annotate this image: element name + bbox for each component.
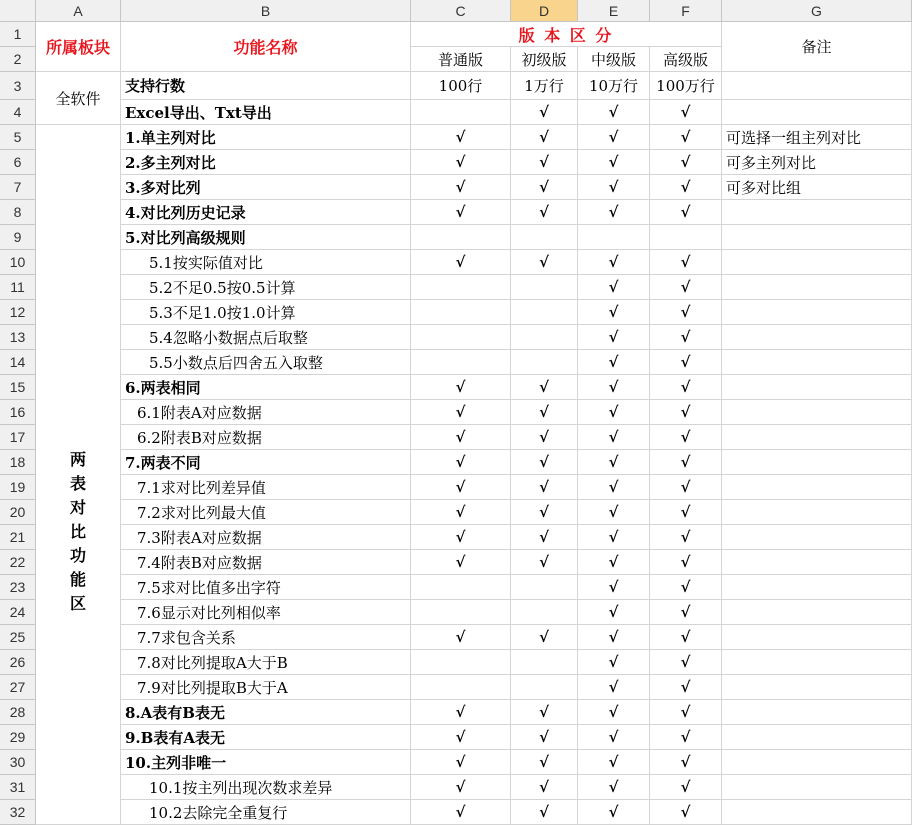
row-header-28[interactable]: 28 bbox=[0, 700, 36, 725]
check-mark[interactable]: √ bbox=[578, 750, 650, 775]
check-mark[interactable]: √ bbox=[511, 625, 578, 650]
check-mark[interactable]: √ bbox=[650, 550, 722, 575]
cell-g27[interactable] bbox=[722, 675, 912, 700]
cell-g11[interactable] bbox=[722, 275, 912, 300]
check-mark[interactable]: √ bbox=[411, 125, 511, 150]
feature-name[interactable]: 8.A表有B表无 bbox=[121, 700, 411, 725]
check-mark[interactable]: √ bbox=[511, 250, 578, 275]
feature-name-header[interactable]: 功能名称 bbox=[121, 22, 411, 72]
row-header-7[interactable]: 7 bbox=[0, 175, 36, 200]
check-mark[interactable]: √ bbox=[511, 775, 578, 800]
row-header-14[interactable]: 14 bbox=[0, 350, 36, 375]
section-char: 功 bbox=[69, 546, 86, 565]
check-mark[interactable]: √ bbox=[578, 150, 650, 175]
cell-d13[interactable] bbox=[511, 325, 578, 350]
check-mark[interactable]: √ bbox=[511, 375, 578, 400]
cell-c24[interactable] bbox=[411, 600, 511, 625]
column-header-g[interactable]: G bbox=[722, 0, 912, 22]
cell-g29[interactable] bbox=[722, 725, 912, 750]
check-mark[interactable]: √ bbox=[650, 650, 722, 675]
feature-note[interactable]: 可选择一组主列对比 bbox=[722, 125, 912, 150]
cell-g22[interactable] bbox=[722, 550, 912, 575]
row-header-8[interactable]: 8 bbox=[0, 200, 36, 225]
section-header[interactable]: 所属板块 bbox=[36, 22, 121, 72]
check-mark[interactable]: √ bbox=[411, 550, 511, 575]
cell-g14[interactable] bbox=[722, 350, 912, 375]
check-mark[interactable]: √ bbox=[578, 300, 650, 325]
check-mark[interactable]: √ bbox=[411, 500, 511, 525]
check-mark[interactable]: √ bbox=[650, 200, 722, 225]
check-mark[interactable]: √ bbox=[650, 475, 722, 500]
check-mark[interactable]: √ bbox=[511, 500, 578, 525]
check-mark[interactable]: √ bbox=[578, 625, 650, 650]
check-mark[interactable]: √ bbox=[411, 400, 511, 425]
row-header-5[interactable]: 5 bbox=[0, 125, 36, 150]
check-mark[interactable]: √ bbox=[578, 775, 650, 800]
feature-name[interactable]: 7.2求对比列最大值 bbox=[121, 500, 411, 525]
check-mark[interactable]: √ bbox=[411, 150, 511, 175]
section-char: 两 bbox=[69, 450, 86, 469]
cell-g24[interactable] bbox=[722, 600, 912, 625]
edition-header-4[interactable]: 高级版 bbox=[650, 47, 722, 72]
check-mark[interactable]: √ bbox=[578, 425, 650, 450]
cell-g12[interactable] bbox=[722, 300, 912, 325]
row-header-30[interactable]: 30 bbox=[0, 750, 36, 775]
cell-d24[interactable] bbox=[511, 600, 578, 625]
feature-name[interactable]: 10.主列非唯一 bbox=[121, 750, 411, 775]
check-mark[interactable]: √ bbox=[511, 400, 578, 425]
cell-d26[interactable] bbox=[511, 650, 578, 675]
feature-name[interactable]: 6.两表相同 bbox=[121, 375, 411, 400]
feature-name[interactable]: 10.2去除完全重复行 bbox=[121, 800, 411, 825]
check-mark[interactable]: √ bbox=[650, 750, 722, 775]
check-mark[interactable]: √ bbox=[578, 700, 650, 725]
cell-g3[interactable] bbox=[722, 72, 912, 100]
check-mark[interactable]: √ bbox=[650, 350, 722, 375]
feature-name[interactable]: 7.5求对比值多出字符 bbox=[121, 575, 411, 600]
check-mark[interactable]: √ bbox=[650, 150, 722, 175]
check-mark[interactable]: √ bbox=[650, 575, 722, 600]
support-rows-value-1[interactable]: 100行 bbox=[411, 72, 511, 100]
row-header-15[interactable]: 15 bbox=[0, 375, 36, 400]
row-header-32[interactable]: 32 bbox=[0, 800, 36, 825]
check-mark[interactable]: √ bbox=[650, 700, 722, 725]
feature-name[interactable]: 5.2不足0.5按0.5计算 bbox=[121, 275, 411, 300]
check-mark[interactable]: √ bbox=[511, 525, 578, 550]
check-mark[interactable]: √ bbox=[650, 175, 722, 200]
cell-d14[interactable] bbox=[511, 350, 578, 375]
cell-c12[interactable] bbox=[411, 300, 511, 325]
cell-g8[interactable] bbox=[722, 200, 912, 225]
feature-name[interactable]: 5.3不足1.0按1.0计算 bbox=[121, 300, 411, 325]
check-mark[interactable]: √ bbox=[411, 775, 511, 800]
check-mark[interactable]: √ bbox=[411, 750, 511, 775]
check-mark[interactable]: √ bbox=[578, 125, 650, 150]
compare-section-label[interactable] bbox=[36, 125, 121, 825]
column-header-a[interactable]: A bbox=[36, 0, 121, 22]
cell-c26[interactable] bbox=[411, 650, 511, 675]
feature-name[interactable]: 7.两表不同 bbox=[121, 450, 411, 475]
check-mark[interactable]: √ bbox=[511, 475, 578, 500]
check-mark[interactable]: √ bbox=[578, 575, 650, 600]
check-mark[interactable]: √ bbox=[578, 175, 650, 200]
feature-name[interactable]: 6.2附表B对应数据 bbox=[121, 425, 411, 450]
feature-name[interactable]: 10.1按主列出现次数求差异 bbox=[121, 775, 411, 800]
check-mark[interactable]: √ bbox=[411, 725, 511, 750]
row-header-9[interactable]: 9 bbox=[0, 225, 36, 250]
check-mark[interactable]: √ bbox=[411, 250, 511, 275]
check-mark[interactable]: √ bbox=[578, 200, 650, 225]
cell-g18[interactable] bbox=[722, 450, 912, 475]
support-rows-label[interactable]: 支持行数 bbox=[121, 72, 411, 100]
check-mark[interactable]: √ bbox=[411, 375, 511, 400]
feature-name[interactable]: 7.1求对比列差异值 bbox=[121, 475, 411, 500]
check-mark[interactable]: √ bbox=[578, 500, 650, 525]
cell-g4[interactable] bbox=[722, 100, 912, 125]
feature-name[interactable]: 3.多对比列 bbox=[121, 175, 411, 200]
feature-name[interactable]: 7.9对比列提取B大于A bbox=[121, 675, 411, 700]
feature-name[interactable]: 5.对比列高级规则 bbox=[121, 225, 411, 250]
check-mark[interactable]: √ bbox=[578, 650, 650, 675]
row-header-24[interactable]: 24 bbox=[0, 600, 36, 625]
cell-c27[interactable] bbox=[411, 675, 511, 700]
feature-note[interactable]: 可多对比组 bbox=[722, 175, 912, 200]
check-mark[interactable]: √ bbox=[511, 550, 578, 575]
feature-name[interactable]: 6.1附表A对应数据 bbox=[121, 400, 411, 425]
check-mark[interactable]: √ bbox=[411, 800, 511, 825]
check-mark[interactable]: √ bbox=[578, 675, 650, 700]
cell-g32[interactable] bbox=[722, 800, 912, 825]
check-mark[interactable]: √ bbox=[650, 725, 722, 750]
check-mark[interactable]: √ bbox=[650, 775, 722, 800]
row-header-23[interactable]: 23 bbox=[0, 575, 36, 600]
check-mark[interactable]: √ bbox=[511, 750, 578, 775]
check-mark[interactable]: √ bbox=[411, 525, 511, 550]
row-header-26[interactable]: 26 bbox=[0, 650, 36, 675]
section-char: 能 bbox=[69, 570, 86, 589]
support-rows-value-4[interactable]: 100万行 bbox=[650, 72, 722, 100]
notes-header[interactable]: 备注 bbox=[722, 22, 912, 72]
feature-name[interactable]: 2.多主列对比 bbox=[121, 150, 411, 175]
row-header-3[interactable]: 3 bbox=[0, 72, 36, 100]
check-mark[interactable]: √ bbox=[511, 175, 578, 200]
cell-d11[interactable] bbox=[511, 275, 578, 300]
check-mark[interactable]: √ bbox=[650, 100, 722, 125]
check-mark[interactable]: √ bbox=[578, 250, 650, 275]
cell-g30[interactable] bbox=[722, 750, 912, 775]
cell-c13[interactable] bbox=[411, 325, 511, 350]
check-mark[interactable]: √ bbox=[511, 800, 578, 825]
edition-header-1[interactable]: 普通版 bbox=[411, 47, 511, 72]
check-mark[interactable]: √ bbox=[511, 200, 578, 225]
column-header-b[interactable]: B bbox=[121, 0, 411, 22]
check-mark[interactable]: √ bbox=[578, 550, 650, 575]
column-header-f[interactable]: F bbox=[650, 0, 722, 22]
cell-g31[interactable] bbox=[722, 775, 912, 800]
cell-g9[interactable] bbox=[722, 225, 912, 250]
edition-header-2[interactable]: 初级版 bbox=[511, 47, 578, 72]
cell-d27[interactable] bbox=[511, 675, 578, 700]
edition-group-header[interactable]: 版 本 区 分 bbox=[411, 22, 722, 47]
cell-c14[interactable] bbox=[411, 350, 511, 375]
cell-e9[interactable] bbox=[578, 225, 650, 250]
check-mark[interactable]: √ bbox=[650, 300, 722, 325]
check-mark[interactable]: √ bbox=[650, 425, 722, 450]
cell-f9[interactable] bbox=[650, 225, 722, 250]
check-mark[interactable]: √ bbox=[650, 600, 722, 625]
feature-name[interactable]: 5.1按实际值对比 bbox=[121, 250, 411, 275]
feature-name[interactable]: 5.4忽略小数据点后取整 bbox=[121, 325, 411, 350]
select-all-corner[interactable] bbox=[0, 0, 36, 22]
cell-g20[interactable] bbox=[722, 500, 912, 525]
check-mark[interactable]: √ bbox=[650, 800, 722, 825]
row-header-20[interactable]: 20 bbox=[0, 500, 36, 525]
check-mark[interactable]: √ bbox=[511, 100, 578, 125]
cell-g17[interactable] bbox=[722, 425, 912, 450]
check-mark[interactable]: √ bbox=[578, 350, 650, 375]
check-mark[interactable]: √ bbox=[650, 525, 722, 550]
column-header-e[interactable]: E bbox=[578, 0, 650, 22]
row-header-1[interactable]: 1 bbox=[0, 22, 36, 47]
row-header-10[interactable]: 10 bbox=[0, 250, 36, 275]
cell-d9[interactable] bbox=[511, 225, 578, 250]
export-label[interactable]: Excel导出、Txt导出 bbox=[121, 100, 411, 125]
cell-g23[interactable] bbox=[722, 575, 912, 600]
check-mark[interactable]: √ bbox=[511, 450, 578, 475]
check-mark[interactable]: √ bbox=[411, 700, 511, 725]
check-mark[interactable]: √ bbox=[411, 200, 511, 225]
check-mark[interactable]: √ bbox=[578, 725, 650, 750]
column-header-c[interactable]: C bbox=[411, 0, 511, 22]
feature-note[interactable]: 可多主列对比 bbox=[722, 150, 912, 175]
row-header-25[interactable]: 25 bbox=[0, 625, 36, 650]
feature-name[interactable]: 9.B表有A表无 bbox=[121, 725, 411, 750]
row-header-6[interactable]: 6 bbox=[0, 150, 36, 175]
cell-g28[interactable] bbox=[722, 700, 912, 725]
section-char: 比 bbox=[69, 522, 86, 541]
cell-c4[interactable] bbox=[411, 100, 511, 125]
section-char: 对 bbox=[69, 498, 86, 517]
cell-g21[interactable] bbox=[722, 525, 912, 550]
edition-header-3[interactable]: 中级版 bbox=[578, 47, 650, 72]
row-header-12[interactable]: 12 bbox=[0, 300, 36, 325]
cell-g15[interactable] bbox=[722, 375, 912, 400]
feature-name[interactable]: 4.对比列历史记录 bbox=[121, 200, 411, 225]
check-mark[interactable]: √ bbox=[650, 125, 722, 150]
feature-name[interactable]: 1.单主列对比 bbox=[121, 125, 411, 150]
check-mark[interactable]: √ bbox=[411, 625, 511, 650]
cell-g25[interactable] bbox=[722, 625, 912, 650]
check-mark[interactable]: √ bbox=[578, 400, 650, 425]
check-mark[interactable]: √ bbox=[578, 600, 650, 625]
cell-c23[interactable] bbox=[411, 575, 511, 600]
column-header-d[interactable]: D bbox=[511, 0, 578, 22]
check-mark[interactable]: √ bbox=[511, 150, 578, 175]
cell-d12[interactable] bbox=[511, 300, 578, 325]
check-mark[interactable]: √ bbox=[578, 375, 650, 400]
feature-name[interactable]: 5.5小数点后四舍五入取整 bbox=[121, 350, 411, 375]
check-mark[interactable]: √ bbox=[650, 400, 722, 425]
row-header-16[interactable]: 16 bbox=[0, 400, 36, 425]
check-mark[interactable]: √ bbox=[411, 175, 511, 200]
check-mark[interactable]: √ bbox=[650, 500, 722, 525]
check-mark[interactable]: √ bbox=[650, 250, 722, 275]
cell-c11[interactable] bbox=[411, 275, 511, 300]
check-mark[interactable]: √ bbox=[578, 100, 650, 125]
cell-g10[interactable] bbox=[722, 250, 912, 275]
check-mark[interactable]: √ bbox=[511, 125, 578, 150]
check-mark[interactable]: √ bbox=[650, 450, 722, 475]
section-char: 区 bbox=[69, 594, 86, 613]
check-mark[interactable]: √ bbox=[650, 375, 722, 400]
cell-d23[interactable] bbox=[511, 575, 578, 600]
cell-c9[interactable] bbox=[411, 225, 511, 250]
cell-g19[interactable] bbox=[722, 475, 912, 500]
check-mark[interactable]: √ bbox=[578, 275, 650, 300]
cell-g16[interactable] bbox=[722, 400, 912, 425]
check-mark[interactable]: √ bbox=[650, 325, 722, 350]
check-mark[interactable]: √ bbox=[411, 425, 511, 450]
check-mark[interactable]: √ bbox=[411, 450, 511, 475]
feature-name[interactable]: 7.4附表B对应数据 bbox=[121, 550, 411, 575]
row-header-17[interactable]: 17 bbox=[0, 425, 36, 450]
section-char: 表 bbox=[69, 474, 86, 493]
feature-name[interactable]: 7.6显示对比列相似率 bbox=[121, 600, 411, 625]
cell-g26[interactable] bbox=[722, 650, 912, 675]
row-header-31[interactable]: 31 bbox=[0, 775, 36, 800]
check-mark[interactable]: √ bbox=[578, 525, 650, 550]
check-mark[interactable]: √ bbox=[578, 325, 650, 350]
support-rows-value-2[interactable]: 1万行 bbox=[511, 72, 578, 100]
cell-g13[interactable] bbox=[722, 325, 912, 350]
row-header-2[interactable]: 2 bbox=[0, 47, 36, 72]
check-mark[interactable]: √ bbox=[578, 800, 650, 825]
check-mark[interactable]: √ bbox=[511, 700, 578, 725]
feature-name[interactable]: 7.3附表A对应数据 bbox=[121, 525, 411, 550]
row-header-22[interactable]: 22 bbox=[0, 550, 36, 575]
check-mark[interactable]: √ bbox=[650, 275, 722, 300]
check-mark[interactable]: √ bbox=[511, 725, 578, 750]
row-header-27[interactable]: 27 bbox=[0, 675, 36, 700]
check-mark[interactable]: √ bbox=[511, 425, 578, 450]
check-mark[interactable]: √ bbox=[650, 625, 722, 650]
row-header-21[interactable]: 21 bbox=[0, 525, 36, 550]
check-mark[interactable]: √ bbox=[578, 475, 650, 500]
row-header-11[interactable]: 11 bbox=[0, 275, 36, 300]
support-rows-value-3[interactable]: 10万行 bbox=[578, 72, 650, 100]
row-header-19[interactable]: 19 bbox=[0, 475, 36, 500]
check-mark[interactable]: √ bbox=[578, 450, 650, 475]
feature-name[interactable]: 7.7求包含关系 bbox=[121, 625, 411, 650]
row-header-4[interactable]: 4 bbox=[0, 100, 36, 125]
row-header-18[interactable]: 18 bbox=[0, 450, 36, 475]
check-mark[interactable]: √ bbox=[650, 675, 722, 700]
feature-name[interactable]: 7.8对比列提取A大于B bbox=[121, 650, 411, 675]
row-header-29[interactable]: 29 bbox=[0, 725, 36, 750]
all-software-section[interactable]: 全软件 bbox=[36, 72, 121, 125]
row-header-13[interactable]: 13 bbox=[0, 325, 36, 350]
check-mark[interactable]: √ bbox=[411, 475, 511, 500]
